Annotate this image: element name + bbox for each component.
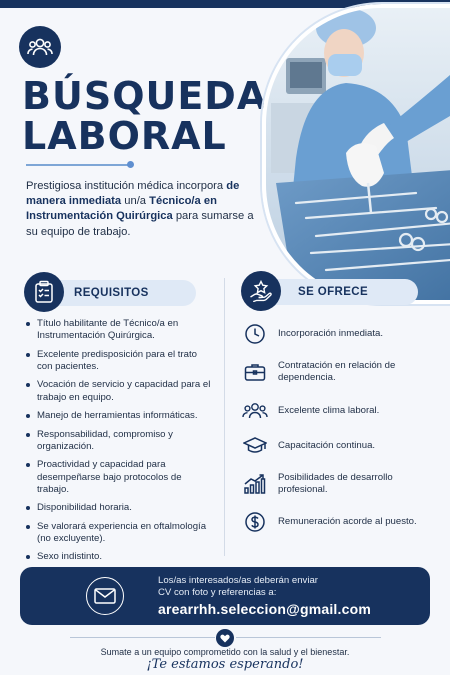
ofrece-item-incorporacion [242,323,432,345]
requisitos-heading [44,280,196,306]
list-item: Excelente predisposición para el trato con pacientes. [26,349,212,373]
list-item: Proactividad y capacidad para desempeñarse bajo protocolos de trabajo. [26,459,212,496]
intro-paragraph [26,179,256,240]
ofrece-item-contratacion [242,360,432,384]
clipboard-checklist-icon [24,272,64,312]
graduation-cap-icon [242,435,268,457]
ofrece-item-label: Capacitación continua. [278,439,376,451]
intro-text-3: para sumarse a su equipo de trabajo. [26,210,254,238]
ofrece-item-desarrollo [242,472,432,496]
people-group-icon [19,26,61,68]
ofrece-item-clima [242,400,432,422]
title-line-1: BÚSQUEDA [22,74,268,118]
list-item: Disponibilidad horaria. [26,502,212,514]
footer-slogan: ¡Te estamos esperando! [146,657,304,672]
contact-email-link[interactable]: arearrhh.seleccion@gmail.com [158,601,372,617]
envelope-icon [86,577,124,615]
briefcase-icon [242,361,268,383]
footer-divider-left [70,637,215,638]
ofrece-heading [262,279,418,305]
dollar-coin-icon [242,511,268,533]
column-divider [224,278,225,556]
list-item: Responsabilidad, compromiso y organización. [26,429,212,453]
ofrece-item-label: Remuneración acorde al puesto. [278,515,417,527]
intro-text-2: un/a [121,195,150,208]
intro-bold-2: Técnico/a en Instrumentación Quirúrgica [26,195,217,223]
contact-instructions [158,575,318,599]
intro-bold-1: de manera inmediata [26,180,240,208]
contact-line-1: Los/as interesados/as deberán enviar [158,575,318,586]
growth-chart-icon [242,473,268,495]
heart-icon [216,629,234,647]
contact-banner [20,567,430,625]
ofrece-item-label: Incorporación inmediata. [278,327,384,339]
list-item: Sexo indistinto. [26,551,212,563]
ofrece-item-label: Excelente clima laboral. [278,404,380,416]
hand-star-icon [241,271,281,311]
requisitos-heading-text: REQUISITOS [74,287,149,299]
team-icon [242,400,268,422]
ofrece-item-remuneracion [242,511,432,533]
list-item: Manejo de herramientas informáticas. [26,410,212,422]
ofrece-heading-text: SE OFRECE [298,286,369,298]
surgical-photo [262,4,450,304]
list-item: Título habilitante de Técnico/a en Instrumentación Quirúrgica. [26,318,212,342]
title-underline [26,164,130,166]
requisitos-list [26,318,212,570]
contact-line-2: CV con foto y referencias a: [158,587,277,598]
clock-icon [242,323,268,345]
title-line-2: LABORAL [22,114,227,158]
ofrece-item-label: Posibilidades de desarrollo profesional. [278,472,393,496]
intro-text-1: Prestigiosa institución médica incorpora [26,180,227,192]
title-underline-dot [127,161,134,168]
footer-divider-right [236,637,381,638]
ofrece-item-capacitacion [242,435,432,457]
page-title [22,76,272,156]
ofrece-item-label: Contratación en relación de dependencia. [278,360,396,384]
footer-text: Sumate a un equipo comprometido con la salud y el bienestar. [100,647,350,657]
list-item: Vocación de servicio y capacidad para el trabajo en equipo. [26,379,212,403]
list-item: Se valorará experiencia en oftalmología (no excluyente). [26,521,212,545]
